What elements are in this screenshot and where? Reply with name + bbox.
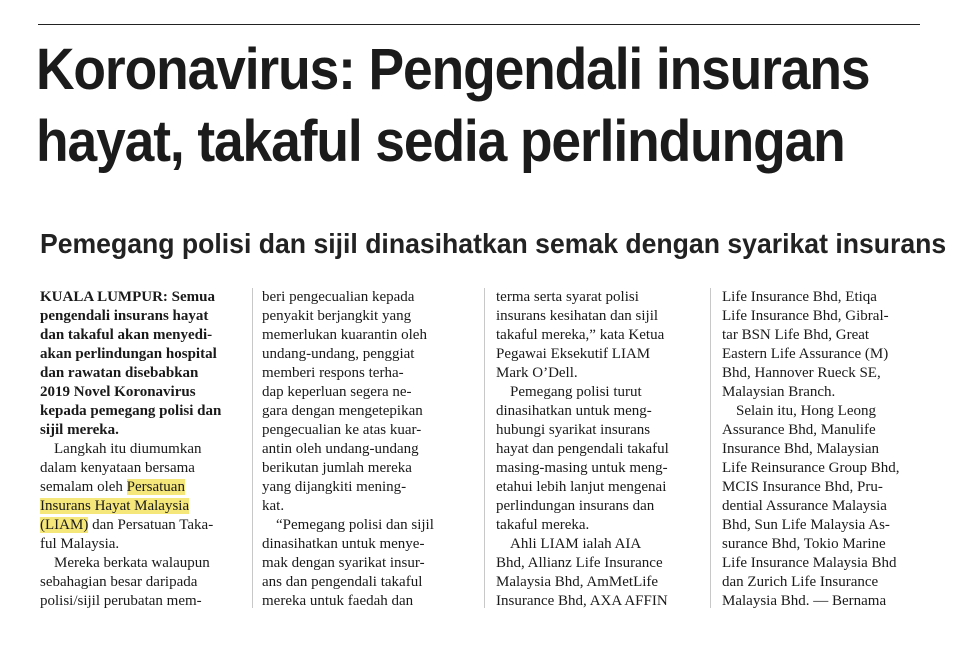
lead-paragraph: KUALA LUMPUR: Semua pengendali insurans hayat dan takaful akan menyedi- akan perlindungan hospital dan rawatan disebabkan 2019 Novel Koronavirus kepada pemegang polisi dan sijil mereka. xyxy=(40,289,222,438)
paragraph: Langkah itu diumumkan dalam kenyataan bersama semalam oleh Persatuan Insurans Hayat Malaysia (LIAM) dan Persatuan Taka- ful Malaysia. xyxy=(40,441,214,552)
subheadline: Pemegang polisi dan sijil dinasihatkan semak dengan syarikat insurans xyxy=(40,228,947,259)
headline xyxy=(36,34,870,178)
column-2 xyxy=(262,288,474,611)
dateline: KUALA LUMPUR: xyxy=(40,289,168,305)
paragraph: Ahli LIAM ialah AIA Bhd, Allianz Life Insurance Malaysia Bhd, AmMetLife Insurance Bhd, AXA AFFIN xyxy=(496,536,668,609)
paragraph: “Pemegang polisi dan sijil dinasihatkan untuk menye- mak dengan syarikat insur- ans dan pengendali takaful mereka untuk faedah dan xyxy=(262,517,434,609)
byline: Malaysia Bhd. — Bernama xyxy=(722,593,887,609)
highlighted-text: Persatuan xyxy=(126,479,185,495)
column-4 xyxy=(722,288,918,611)
column-3 xyxy=(496,288,702,611)
column-1 xyxy=(40,288,246,611)
column-divider xyxy=(484,288,485,608)
headline-line-2: hayat, takaful sedia perlindungan xyxy=(36,109,845,174)
column-divider xyxy=(710,288,711,608)
paragraph: Mereka berkata walaupun sebahagian besar daripada polisi/sijil perubatan mem- xyxy=(40,555,210,609)
paragraph: Selain itu, Hong Leong Assurance Bhd, Manulife Insurance Bhd, Malaysian Life Reinsurance Group Bhd, MCIS Insurance Bhd, Pru- dential Assurance Malaysia Bhd, Sun Life Malaysia As- surance Bhd, Tokio Marine Life Insurance Malaysia Bhd dan Zurich Life Insurance Malaysia Bhd. — Bernama xyxy=(722,402,918,611)
paragraph: beri pengecualian kepada penyakit berjangkit yang memerlukan kuarantin oleh undang-undang, penggiat memberi respons terha- dap keperluan segera ne- gara dengan mengetepikan pengecualian ke atas kuar- antin oleh undang-undang berikutan jumlah mereka yang dijangkiti mening- kat. xyxy=(262,289,427,514)
headline-line-1: Koronavirus: Pengendali insurans xyxy=(36,37,870,102)
column-divider xyxy=(252,288,253,608)
top-rule xyxy=(38,24,920,25)
paragraph: Pemegang polisi turut dinasihatkan untuk meng- hubungi syarikat insurans hayat dan pengendali takaful masing-masing untuk meng- etahui lebih lanjut mengenai perlindungan insurans dan takaful mereka. xyxy=(496,384,669,533)
paragraph: terma serta syarat polisi insurans kesihatan dan sijil takaful mereka,” kata Ketua Pegawai Eksekutif LIAM Mark O’Dell. xyxy=(496,289,665,381)
paragraph: Life Insurance Bhd, Etiqa Life Insurance Bhd, Gibral- tar BSN Life Bhd, Great Eastern Life Assurance (M) Bhd, Hannover Rueck SE, Malaysian Branch. xyxy=(722,289,889,400)
highlighted-text: Insurans Hayat Malaysia xyxy=(40,498,190,514)
highlighted-text: (LIAM) xyxy=(40,517,89,533)
